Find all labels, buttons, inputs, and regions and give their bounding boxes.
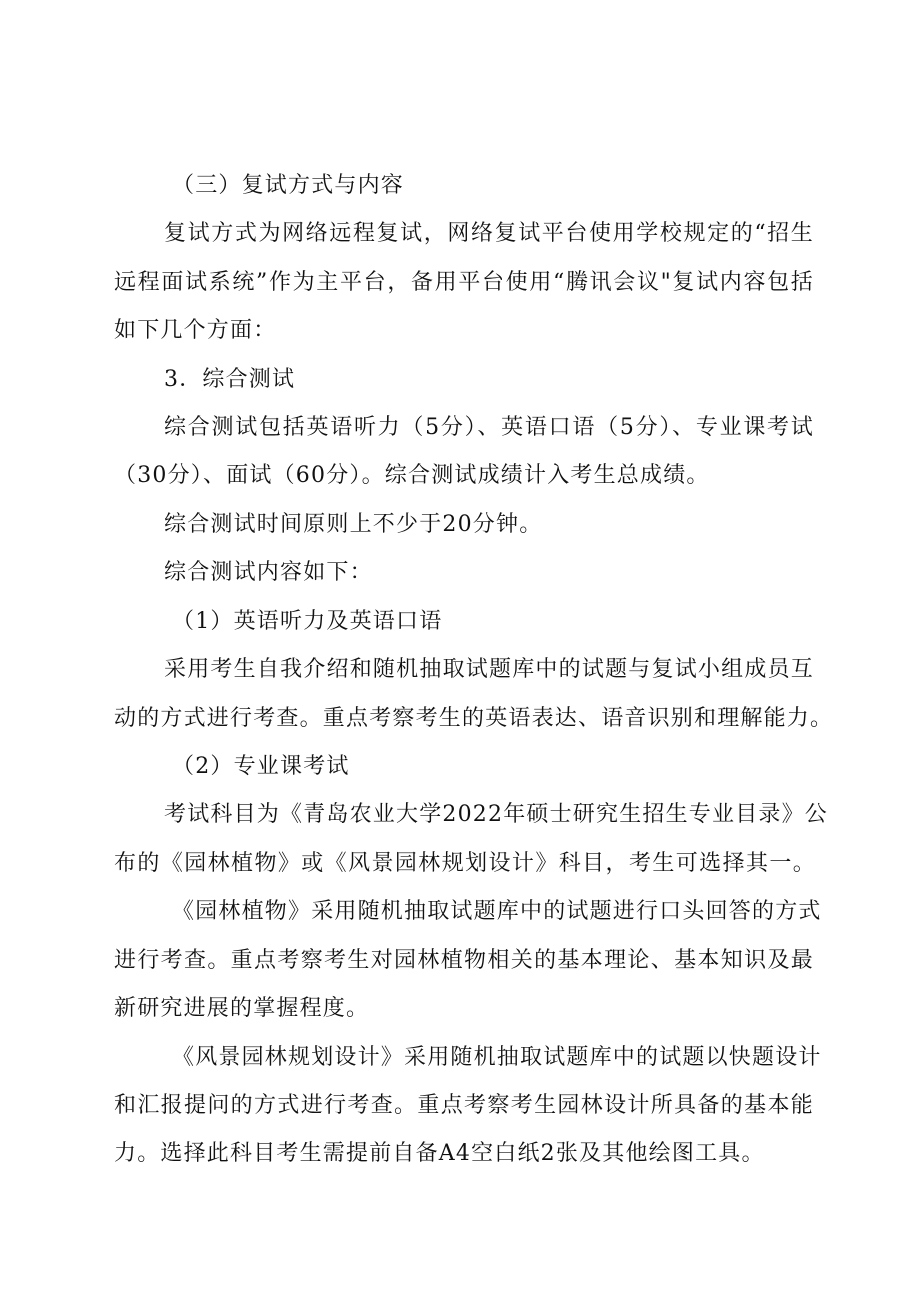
paragraph-line: 综合测试时间原则上不少于20分钟。 (164, 512, 543, 537)
paragraph-line: （30分）、面试（60分）。综合测试成绩计入考生总成绩。 (114, 463, 710, 488)
sub-heading: （2）专业课考试 (172, 754, 350, 779)
paragraph-line: 复试方式为网络远程复试，网络复试平台使用学校规定的“招生 (164, 221, 814, 246)
paragraph-line: 《园林植物》采用随机抽取试题库中的试题进行口头回答的方式 (172, 899, 822, 924)
paragraph-line: 布的《园林植物》或《风景园林规划设计》科目，考生可选择其一。 (114, 851, 816, 876)
paragraph-line: 综合测试内容如下： (164, 560, 373, 585)
paragraph-line: 力。选择此科目考生需提前自备A4空白纸2张及其他绘图工具。 (114, 1141, 765, 1166)
paragraph-line: 考试科目为《青岛农业大学2022年硕士研究生招生专业目录》公 (164, 802, 828, 827)
paragraph-line: 远程面试系统”作为主平台，备用平台使用“腾讯会议"复试内容包括 (114, 270, 814, 295)
paragraph-line: 采用考生自我介绍和随机抽取试题库中的试题与复试小组成员互 (164, 657, 814, 682)
paragraph-line: 如下几个方面： (114, 318, 277, 343)
paragraph-line: 进行考查。重点考察考生对园林植物相关的基本理论、基本知识及最 (114, 948, 814, 973)
sub-heading: （1）英语听力及英语口语 (172, 609, 443, 634)
paragraph-line: 综合测试包括英语听力（5分）、英语口语（5分）、专业课考试 (164, 415, 814, 440)
paragraph-line: 新研究进展的掌握程度。 (114, 996, 370, 1021)
section-heading: （三）复试方式与内容 (172, 173, 405, 198)
item-heading: 3．综合测试 (164, 367, 296, 392)
paragraph-line: 《风景园林规划设计》采用随机抽取试题库中的试题以快题设计 (172, 1045, 822, 1070)
paragraph-line: 动的方式进行考查。重点考察考生的英语表达、语音识别和理解能力。 (114, 706, 834, 731)
paragraph-line: 和汇报提问的方式进行考查。重点考察考生园林设计所具备的基本能 (114, 1093, 814, 1118)
